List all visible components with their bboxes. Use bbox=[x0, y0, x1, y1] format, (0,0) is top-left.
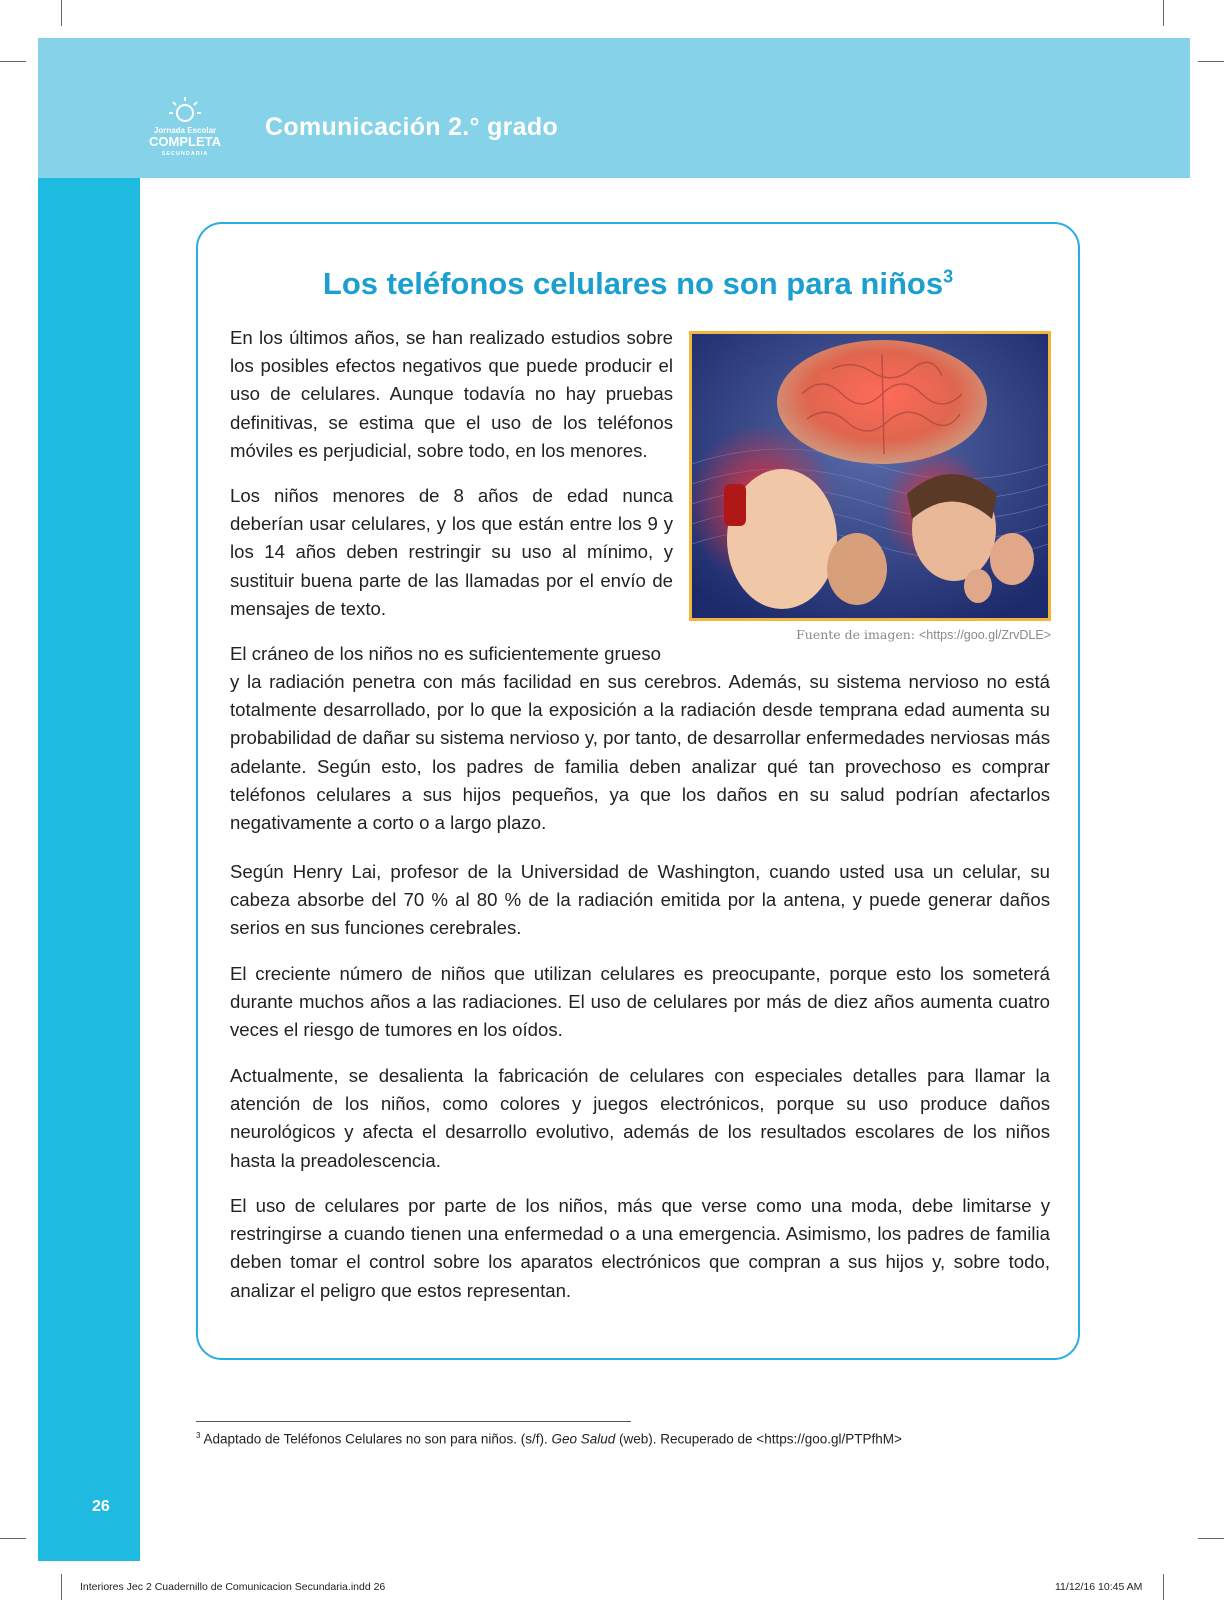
brain-children-illustration bbox=[692, 334, 1048, 618]
footnote bbox=[196, 1431, 902, 1447]
page-number: 26 bbox=[92, 1498, 110, 1515]
jornada-escolar-logo bbox=[140, 95, 230, 163]
image-credit bbox=[689, 627, 1051, 642]
image-credit-url: <https://goo.gl/ZrvDLE> bbox=[918, 628, 1051, 642]
paragraph: y la radiación penetra con más facilidad en sus cerebros. Además, su sistema nervioso no está totalmente desarrollado, por lo que la exposición a la radiación desde temprana edad aumenta su probabilidad de dañar su sistema nervioso y, por tanto, de desarrollar enfermedades nerviosas más adelante. Según esto, los padres de familia deben analizar qué tan provechoso es comprar teléfonos celulares a sus hijos pequeños, ya que los daños en su salud podrían afectarlos negativamente a corto o a largo plazo. bbox=[230, 671, 1050, 834]
header-title: Comunicación 2.° grado bbox=[265, 113, 559, 141]
print-slug-date: 11/12/16 10:45 AM bbox=[1055, 1581, 1143, 1593]
print-slug-filename: Interiores Jec 2 Cuadernillo de Comunicacion Secundaria.indd 26 bbox=[80, 1581, 386, 1593]
crop-mark bbox=[1198, 1538, 1224, 1539]
title-footnote-ref: 3 bbox=[943, 266, 954, 287]
footnote-number: 3 bbox=[196, 1431, 201, 1440]
logo-text-top: Jornada Escolar bbox=[153, 126, 217, 135]
paragraph: Actualmente, se desalienta la fabricación de celulares con especiales detalles para llamar la atención de los niños, como colores y juegos electrónicos, porque su uso produce daños neurológicos y afecta el desarrollo evolutivo, además de los resultados escolares de los niños hasta la preadolescencia. bbox=[230, 1065, 1050, 1171]
paragraph: El uso de celulares por parte de los niños, más que verse como una moda, debe limitarse y restringirse a cuando tienen una enfermedad o a una emergencia. Asimismo, los padres de familia deben tomar el control sobre los aparatos electrónicos que compran a sus hijos y, sobre todo, analizar el peligro que estos representan. bbox=[230, 1195, 1050, 1301]
footnote-source-title: Geo Salud bbox=[551, 1431, 616, 1447]
crop-mark bbox=[0, 1538, 26, 1539]
footnote-text-after: (web). Recuperado de <https://goo.gl/PTPfhM> bbox=[615, 1431, 902, 1447]
paragraph: En los últimos años, se han realizado estudios sobre los posibles efectos negativos que puede producir el uso de celulares. Aunque todavía no hay pruebas definitivas, se estima que el uso de los teléfonos móviles es perjudicial, sobre todo, en los menores. bbox=[230, 327, 673, 461]
paragraph: Los niños menores de 8 años de edad nunca deberían usar celulares, y los que están entre los 9 y los 14 años deben restringir su uso al mínimo, y sustituir buena parte de las llamadas por el envío de mensajes de texto. bbox=[230, 485, 673, 619]
paragraph: El creciente número de niños que utilizan celulares es preocupante, porque esto los someterá durante muchos años a las radiaciones. El uso de celulares por más de diez años aumenta cuatro veces el riesgo de tumores en los oídos. bbox=[230, 963, 1050, 1041]
article-image bbox=[689, 331, 1051, 621]
sidebar-band bbox=[38, 178, 140, 1561]
logo-text-main: COMPLETA bbox=[149, 134, 221, 149]
paragraph-first-line: El cráneo de los niños no es suficientemente grueso bbox=[230, 643, 662, 664]
image-credit-label: Fuente de imagen: bbox=[796, 627, 915, 642]
paragraph: Según Henry Lai, profesor de la Universidad de Washington, cuando usted usa un celular, su cabeza absorbe del 70 % al 80 % de la radiación emitida por la antena, y puede generar daños serios en sus funciones cerebrales. bbox=[230, 861, 1050, 939]
crop-mark bbox=[61, 1574, 62, 1600]
footnote-text-before: Adaptado de Teléfonos Celulares no son para niños. (s/f). bbox=[203, 1431, 552, 1447]
crop-mark bbox=[1163, 0, 1164, 26]
article-title-text: Los teléfonos celulares no son para niños bbox=[322, 266, 944, 301]
logo-text-bottom: SECUNDARIA bbox=[161, 151, 209, 157]
crop-mark bbox=[61, 0, 62, 26]
footnote-divider bbox=[196, 1421, 631, 1422]
crop-mark bbox=[1198, 61, 1224, 62]
crop-mark bbox=[1163, 1574, 1164, 1600]
crop-mark bbox=[0, 61, 26, 62]
article-title bbox=[196, 266, 1080, 302]
